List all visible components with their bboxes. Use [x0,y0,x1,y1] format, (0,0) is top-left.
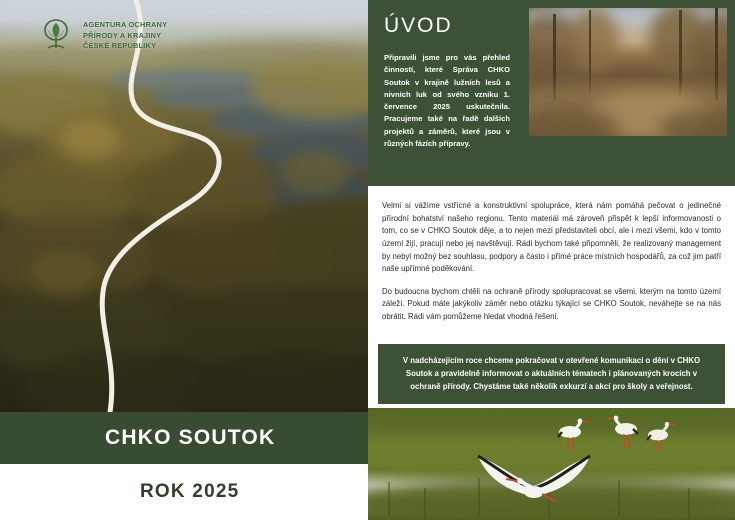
year-bar [0,464,368,520]
title-bar [0,412,368,464]
title-block [0,412,368,520]
trail-path-overlay [0,0,368,412]
agency-logo-text [83,20,167,52]
leaf-logo-icon [36,14,76,58]
logo-line-2: PŘÍRODY A KRAJINY [83,30,162,40]
logo-line-3: ČESKÉ REPUBLIKY [83,41,157,51]
highlight-text: V nadcházejícím roce chceme pokračovat v otevřené komunikaci o dění v CHKO Soutok a pravidelně informovat o aktuálních tématech i plánovaných krocích v ochraně přírody. Chystáme také několik exkurzí a akcí pro školy a veřejnost. [402,355,701,391]
stork-flying-icon [470,450,600,514]
intro-text-column [368,0,520,186]
body-paragraph-1: Velmi si vážíme vstřícné a konstruktivní spolupráce, která nám pomáhá pečovat o jedinečné přírodní bohatství našeho regionu. Tento materiál má zároveň přispět k lepší informovanosti o tom, co se v CHKO Soutok děje, a to nejen mezi představiteli obcí, ale i mezi všemi, kdo v tomto území žijí, pracují nebo jej navštěvují. Rádi bychom také připomněli, že realizovaný management by nebyl možný bez souhlasu, podpory a často i přímé práce místních hospodářů, za což jim patří naše upřímné poděkování. [382,201,721,274]
body-text-section [368,186,735,340]
highlight-box [378,344,725,405]
page-title: CHKO SOUTOK [105,426,276,449]
intro-section [368,0,735,186]
intro-paragraph: Připravili jsme pro vás přehled činností, které Správa CHKO Soutok v krajině lužních lesů a nivních luk od svého vzniku 1. července 2025 uskutečnila. Pracujeme také na řadě dalších projektů a záměrů, které jsou v různých fázích přípravy. [384,53,510,149]
agency-logo [36,14,167,58]
year-label: ROK 2025 [140,481,240,502]
body-paragraph-2: Do budoucna bychom chtěli na ochraně přírody spolupracovat se všemi, kterým na tomto území záleží. Pokud máte jakýkoliv záměr nebo otázku týkající se CHKO Soutok, neváhejte se na nás obrátit. Rádi vám pomůžeme hledat vhodná řešení. [382,286,721,321]
logo-line-1: AGENTURA OCHRANY [83,19,168,29]
stork-icon [640,422,676,462]
intro-heading: ÚVOD [384,14,453,37]
aerial-floodplain-photo [0,0,368,412]
right-panel [368,0,735,520]
forest-path-photo [529,8,727,136]
storks-meadow-photo [368,408,735,520]
